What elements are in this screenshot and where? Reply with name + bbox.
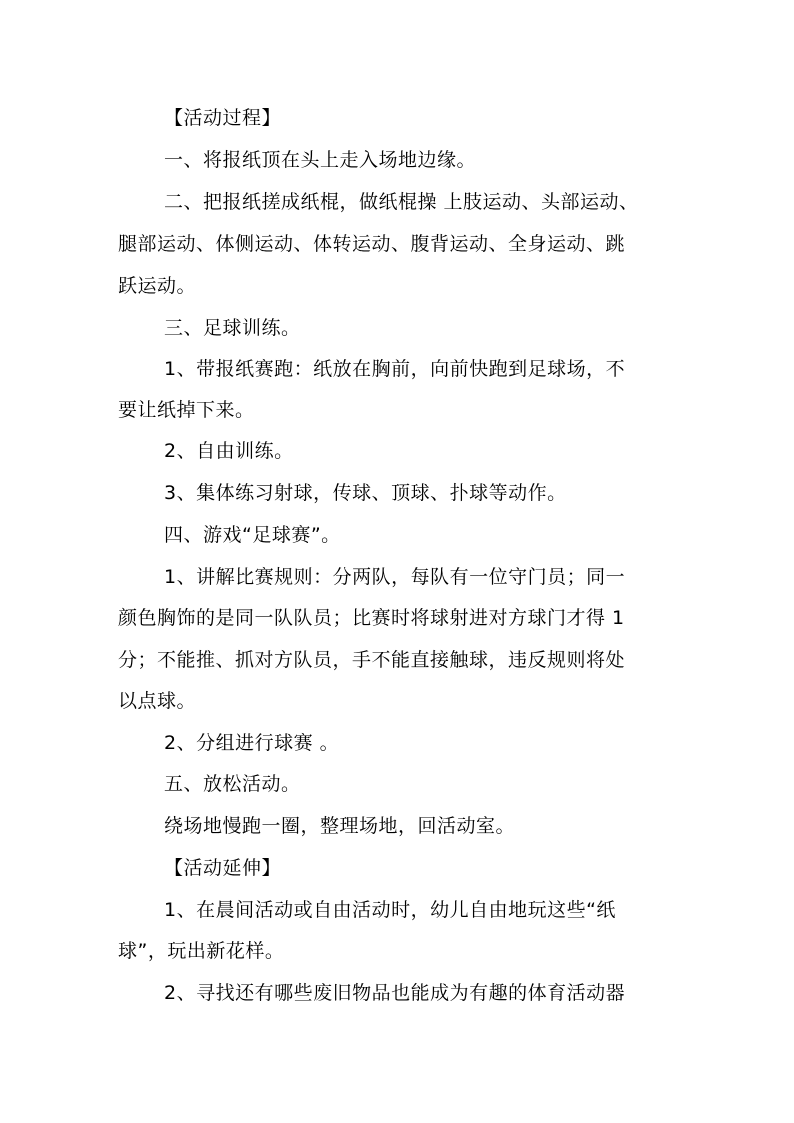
paragraph-line: 二、把报纸搓成纸棍，做纸棍操 上肢运动、头部运动、 — [164, 191, 639, 213]
paragraph-line: 以点球。 — [118, 690, 197, 712]
paragraph-line: 要让纸掉下来。 — [118, 399, 255, 421]
paragraph-line: 腿部运动、体侧运动、体转运动、腹背运动、全身运动、跳 — [118, 233, 626, 255]
paragraph-line: 颜色胸饰的是同一队队员；比赛时将球射进对方球门才得 1 — [118, 607, 625, 629]
paragraph-line: 1、带报纸赛跑：纸放在胸前，向前快跑到足球场，不 — [164, 358, 626, 380]
paragraph-line: 2、分组进行球赛 。 — [164, 732, 340, 754]
paragraph-line: 2、自由训练。 — [164, 440, 294, 462]
paragraph-line: 球”，玩出新花样。 — [118, 940, 285, 962]
paragraph-line: 2、寻找还有哪些废旧物品也能成为有趣的体育活动器 — [164, 982, 626, 1004]
section-heading-activity-extension: 【活动延伸】 — [164, 857, 282, 879]
paragraph-line: 四、游戏“足球赛”。 — [164, 524, 341, 546]
paragraph-line: 1、讲解比赛规则：分两队，每队有一位守门员；同一 — [164, 566, 626, 588]
paragraph-line: 1、在晨间活动或自由活动时，幼儿自由地玩这些“纸 — [164, 899, 616, 921]
paragraph-line: 五、放松活动。 — [164, 773, 301, 795]
paragraph-line: 3、集体练习射球，传球、顶球、扑球等动作。 — [164, 482, 567, 504]
section-heading-activity-process: 【活动过程】 — [164, 107, 282, 129]
paragraph-line: 跃运动。 — [118, 275, 197, 297]
paragraph-line: 绕场地慢跑一圈，整理场地，回活动室。 — [164, 815, 516, 837]
paragraph-line: 分；不能推、抓对方队员，手不能直接触球，违反规则将处 — [118, 649, 626, 671]
paragraph-line: 一、将报纸顶在头上走入场地边缘。 — [164, 149, 477, 171]
paragraph-line: 三、足球训练。 — [164, 317, 301, 339]
